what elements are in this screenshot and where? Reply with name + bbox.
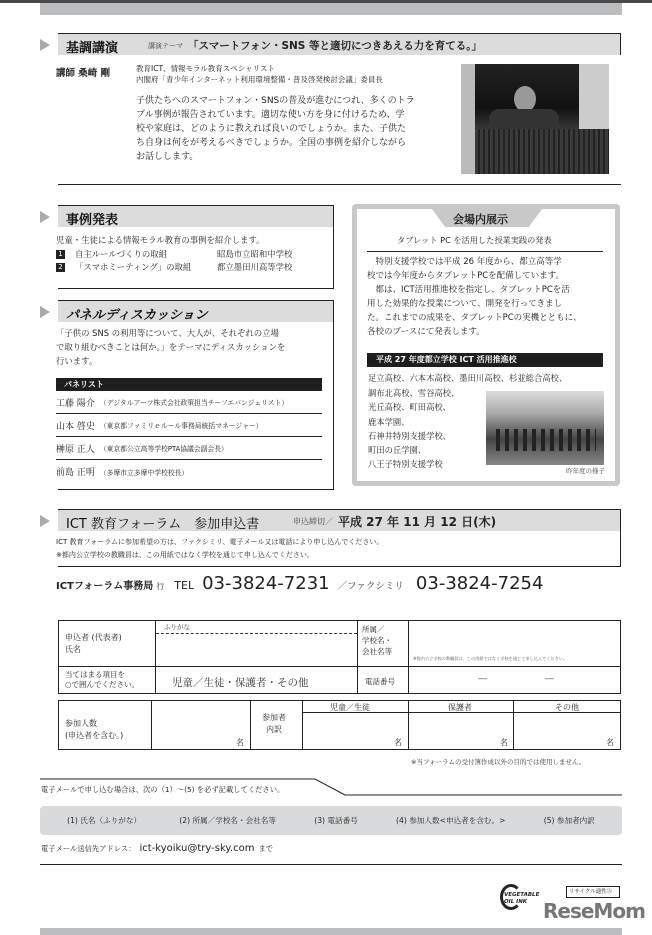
exhibit-schools-line1: 足立高校、六本木高校、墨田川高校、杉並総合高校、 (368, 373, 568, 383)
email-address-line (41, 843, 273, 854)
application-note-2: ※都内公立学校の教職員は、この用紙ではなく学校を通じて申し込んでください。 (56, 551, 314, 559)
fax-number[interactable]: 03-3824-7254 (415, 573, 544, 594)
exhibit-photo (486, 391, 604, 465)
application-form (58, 620, 621, 750)
breakdown-col-students: 児童／生徒 (330, 703, 370, 712)
exhibit-line: た。これまでの成果を、タブレットPCの実機とともに、 (367, 313, 582, 323)
exhibit-line: 用した効果的な授業について、開発を行ってきまし (367, 299, 563, 309)
school-item: 石神井特別支援学校、 (368, 430, 451, 441)
email-item: (4) 参加人数<申込者を含む。> (396, 816, 506, 825)
panelist-name: 前島 正明 (56, 468, 95, 478)
keynote-line: ち自身は何をが考えるべきでしょうか。全国の事例を紹介しながら (136, 138, 407, 148)
case-name: 「スマホミーティング」の取組 (75, 262, 192, 272)
section-arrow-icon (40, 306, 50, 318)
school-item: 八王子特別支援学校 (368, 459, 443, 470)
cases-title: 事例発表 (66, 213, 119, 228)
exhibit-description (367, 255, 617, 339)
keynote-line: 校や家庭は、どのように教えれば良いのでしょうか。また、子供た (136, 124, 407, 134)
exhibit-line: 都は、ICT活用推進校を指定し、タブレットPCを活 (367, 285, 570, 295)
email-address[interactable]: ict-kyoiku@try-sky.com (139, 843, 255, 854)
keynote-line: お話しします。 (136, 152, 199, 162)
keynote-header (58, 33, 621, 55)
breakdown-col-others: その他 (555, 703, 579, 712)
keynote-theme-label: 講演テーマ (148, 42, 183, 50)
bottom-band (40, 928, 622, 935)
section-arrow-icon (40, 39, 50, 51)
guardians-unit: 名 (500, 738, 508, 747)
section-arrow-icon (40, 515, 50, 527)
school-item: 調布北高校、雪谷高校、 (368, 388, 460, 398)
panelist-item (56, 414, 322, 437)
panelist-item (56, 391, 322, 414)
case-school: 都立墨田川高等学校 (217, 262, 293, 272)
panel-line: 行います。 (56, 356, 98, 366)
resemom-logo: ReseMom (543, 899, 645, 923)
exhibit-line: 校では今年度からタブレットPCを配備しています。 (367, 271, 564, 281)
count-unit: 名 (236, 738, 244, 747)
affiliation-label-2: 学校名・ (362, 636, 392, 645)
application-header (58, 509, 621, 531)
exhibit-line: 特別支援学校では平成 26 年度から、都立高等学 (367, 257, 562, 267)
guardians-count-input[interactable] (409, 714, 513, 749)
email-required-items (40, 806, 622, 835)
exhibit-schools-list (368, 386, 459, 472)
count-label-2: (申込者を含む。) (65, 731, 124, 740)
applicant-label-2: 氏名 (65, 645, 81, 654)
phone-dash-1: ― (478, 674, 487, 684)
fax-label: ／ファクシミリ (337, 581, 404, 592)
application-title: ICT 教育フォーラム 参加申込書 (66, 517, 260, 532)
tel-number[interactable]: 03-3824-7231 (202, 573, 330, 594)
case-number: 2 (56, 263, 65, 272)
keynote-line: 子供たちへのスマートフォン・SNSの普及が進むにつれ、多くのトラ (136, 96, 415, 106)
panelist-list (56, 391, 322, 483)
panelist-item (56, 437, 322, 460)
panelist-name: 榊原 正人 (56, 444, 95, 455)
affiliation-label-3: 会社名等 (362, 647, 392, 656)
others-unit: 名 (606, 738, 614, 747)
recycle-mark: リサイクル適性Ⓐ (566, 886, 620, 898)
email-item: (5) 参加者内訳 (543, 816, 595, 825)
email-item: (1) 氏名（ふりがな） (67, 816, 142, 825)
phone-dash-2: ― (545, 674, 554, 684)
panel-header (58, 300, 334, 322)
speaker-role-1: 教育ICT、情報モラル教育スペシャリスト (136, 64, 276, 73)
school-item: 鹿本学園、 (368, 416, 410, 427)
form-divider (250, 700, 251, 750)
section-arrow-icon (40, 211, 50, 223)
speaker-name: 講師 桑崎 剛 (56, 68, 111, 79)
keynote-title: 基調講演 (66, 41, 119, 56)
office-name: ICTフォーラム事務局 (56, 581, 154, 592)
cases-list (56, 248, 336, 274)
privacy-note: ※当フォーラムの受付簿作成以外の目的では使用しません。 (411, 758, 586, 766)
students-unit: 名 (394, 738, 402, 747)
case-name: 自主ルールづくりの取組 (75, 249, 167, 259)
speaker-role-2: 内閣府「青少年インターネット利用環境整備・普及啓発検討会議」委員長 (136, 75, 383, 84)
phone-label: 電話番号 (365, 677, 395, 686)
exhibit-divider (367, 251, 603, 252)
breakdown-col-guardians: 保護者 (448, 703, 472, 712)
case-school: 昭島市立昭和中学校 (217, 249, 293, 259)
others-count-input[interactable] (514, 714, 620, 749)
speaker-photo (461, 64, 609, 174)
email-address-label: 電子メール送信先アドレス： (41, 844, 136, 853)
case-item (56, 248, 336, 261)
bottom-divider (40, 864, 622, 865)
cases-intro: 児童・生徒による情報モラル教育の事例を紹介します。 (56, 235, 265, 245)
exhibit-subtitle: タブレット PC を活用した授業実践の発表 (397, 235, 552, 245)
affiliation-note: ※都内公立学校の教職員は、この用紙ではなく学校を通じて申し込んでください。 (413, 656, 568, 661)
breakdown-label-2: 内訳 (266, 725, 282, 734)
office-suffix: 行 (156, 582, 165, 591)
category-options[interactable]: 児童／生徒・保護者・その他 (172, 677, 309, 689)
email-address-suffix: まで (258, 844, 274, 853)
deadline-label: 申込締切／ (293, 517, 333, 526)
panel-description (56, 326, 334, 368)
panel-title: パネルディスカッション (66, 308, 208, 323)
panel-line: 「子供の SNS の利用等について、大人が、それぞれの立場 (56, 328, 279, 338)
application-note-1: ICT 教育フォーラムに参加希望の方は、ファクシミリ、電子メール又は電話により申し込んでください。 (56, 538, 384, 546)
affiliation-label-1: 所属／ (362, 625, 385, 634)
email-item: (2) 所属／学校名・会社名等 (179, 816, 276, 825)
panelist-role: （デジタルアーツ株式会社政策担当チーフエバンジェリスト） (99, 399, 289, 407)
keynote-line: ブル事例が報告されています。適切な使い方を身に付けるため、学 (136, 110, 405, 120)
contact-line (56, 573, 543, 594)
applicant-name-input[interactable] (156, 634, 357, 666)
deadline: 平成 27 年 11 月 12 日(木) (338, 515, 497, 529)
keynote-theme: 「スマートフォン・SNS 等と適切につきあえる力を育てる。」 (188, 40, 483, 52)
applicant-label-1: 申込者 (代表者) (65, 633, 122, 642)
phone-input[interactable] (409, 667, 619, 693)
furigana-label: ふりがな (164, 623, 190, 631)
panel-line: で取り組むべきことは何か。」をテーマにディスカッションを (56, 342, 286, 352)
school-item: 町田の丘学園、 (368, 445, 427, 456)
exhibit-line: 各校のブースにて発表します。 (367, 327, 485, 337)
case-item (56, 261, 336, 274)
panelist-name: 山本 啓史 (56, 421, 95, 432)
vegetable-oil-ink-logo (498, 880, 546, 916)
top-band (40, 3, 622, 15)
school-item: 光丘高校、町田高校、 (368, 402, 451, 413)
email-item: (3) 電話番号 (314, 816, 358, 825)
category-label-2: ○で囲んでください。 (65, 680, 140, 689)
email-instruction: 電子メールで申し込む場合は、次の（1）～(5) を必ず記載してください。 (41, 785, 285, 794)
keynote-description (136, 94, 456, 164)
students-count-input[interactable] (303, 714, 408, 749)
exhibit-title: 会場内展示 (453, 213, 508, 226)
count-label-1: 参加人数 (65, 719, 97, 728)
category-label-1: 当てはまる項目を (65, 670, 125, 679)
panelist-role: （東京都公立高等学校PTA協議会副会長） (99, 445, 228, 453)
panelist-item (56, 460, 322, 483)
vegetable-oil-ink-text: VEGETABLE OIL INK (504, 892, 540, 905)
panelist-role: （東京都ファミリｅルール事務局統括マネージャー） (99, 422, 263, 430)
panelist-label: パネリスト (56, 378, 322, 391)
case-number: 1 (56, 250, 65, 259)
breakdown-label-1: 参加者 (262, 713, 286, 722)
exhibit-schools-label: 平成 27 年度都立学校 ICT 活用推進校 (367, 353, 603, 367)
panelist-name: 工藤 陽介 (56, 398, 95, 409)
exhibit-photo-caption: 昨年度の様子 (566, 467, 605, 475)
panelist-role: （多摩市立多摩中学校校長） (99, 468, 189, 477)
cases-header (58, 205, 334, 227)
tel-label: TEL (174, 579, 195, 592)
